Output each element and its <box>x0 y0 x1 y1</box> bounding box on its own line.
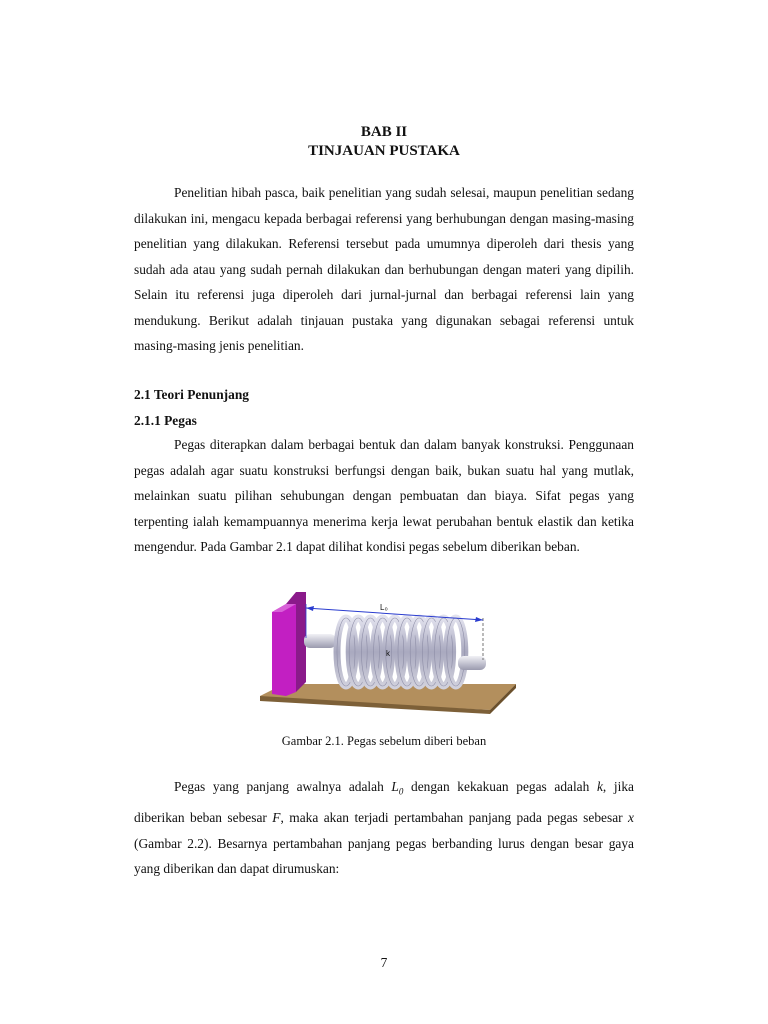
p2-L0-letter: L <box>391 779 399 794</box>
p2-part2: dengan kekakuan pegas adalah <box>403 779 597 794</box>
p2-F: F <box>272 810 281 826</box>
dimension-arrow-left <box>306 606 314 611</box>
p2-L0-sub: 0 <box>398 786 404 797</box>
p2-k: k <box>596 779 603 794</box>
left-rod <box>304 634 336 648</box>
intro-text: Penelitian hibah pasca, baik penelitian yang sudah selesai, maupun penelitian sedang dilakukan ini, mengacu kepada berbagai referensi yang berhubungan dengan masing-masing penelitian yang dilakukan. Referensi tersebut pada umumnya diperoleh dari thesis yang sudah ada atau yang sudah pernah dilakukan dan berhubungan dengan materi yang dipilih. Selain itu referensi juga diperoleh dari jurnal-jurnal dan berbagai referensi lain yang mendukung. Berikut adalah tinjauan pustaka yang digunakan sebagai referensi untuk masing-masing jenis penelitian. <box>134 185 634 353</box>
chapter-title: TINJAUAN PUSTAKA <box>308 143 460 159</box>
intro-paragraph <box>134 180 634 359</box>
p2-L0 <box>391 779 404 797</box>
p2-part3: , jika diberikan beban sebesar <box>134 779 634 826</box>
p2-part5: (Gambar 2.2). Besarnya pertambahan panjang pegas berbanding lurus dengan besar gaya yang diberikan dan dapat dirumuskan: <box>134 835 634 877</box>
figure-caption: Gambar 2.1. Pegas sebelum diberi beban <box>281 734 487 748</box>
dimension-arrow-right <box>475 617 483 622</box>
right-rod <box>458 656 486 670</box>
chapter-label: BAB II <box>360 124 408 140</box>
wall-block-front <box>272 604 296 696</box>
pegas-paragraph <box>134 432 634 560</box>
page-number: 7 <box>380 955 388 970</box>
paragraph-2 <box>134 774 634 882</box>
subsection-heading: 2.1.1 Pegas <box>134 413 197 428</box>
spring-figure <box>258 590 518 732</box>
spring-coils <box>337 618 465 686</box>
p2-x: x <box>628 810 634 826</box>
p2-part1: Pegas yang panjang awalnya adalah <box>174 779 392 794</box>
pegas-text: Pegas diterapkan dalam berbagai bentuk dan dalam banyak konstruksi. Penggunaan pegas adalah agar suatu konstruksi berfungsi dengan baik, bukan suatu hal yang mutlak, melainkan suatu pilihan sehubungan dengan pembuatan dan biaya. Sifat pegas yang terpenting ialah kemampuannya menerima kerja lewat perubahan bentuk elastik dan ketika mengendur. Pada Gambar 2.1 dapat dilihat kondisi pegas sebelum diberikan beban. <box>134 437 634 554</box>
section-heading: 2.1 Teori Penunjang <box>134 387 249 402</box>
p2-part4: , maka akan terjadi pertambahan panjang pada pegas sebesar <box>280 810 629 826</box>
length-label: L₀ <box>380 603 388 612</box>
stiffness-label: k <box>386 649 390 658</box>
